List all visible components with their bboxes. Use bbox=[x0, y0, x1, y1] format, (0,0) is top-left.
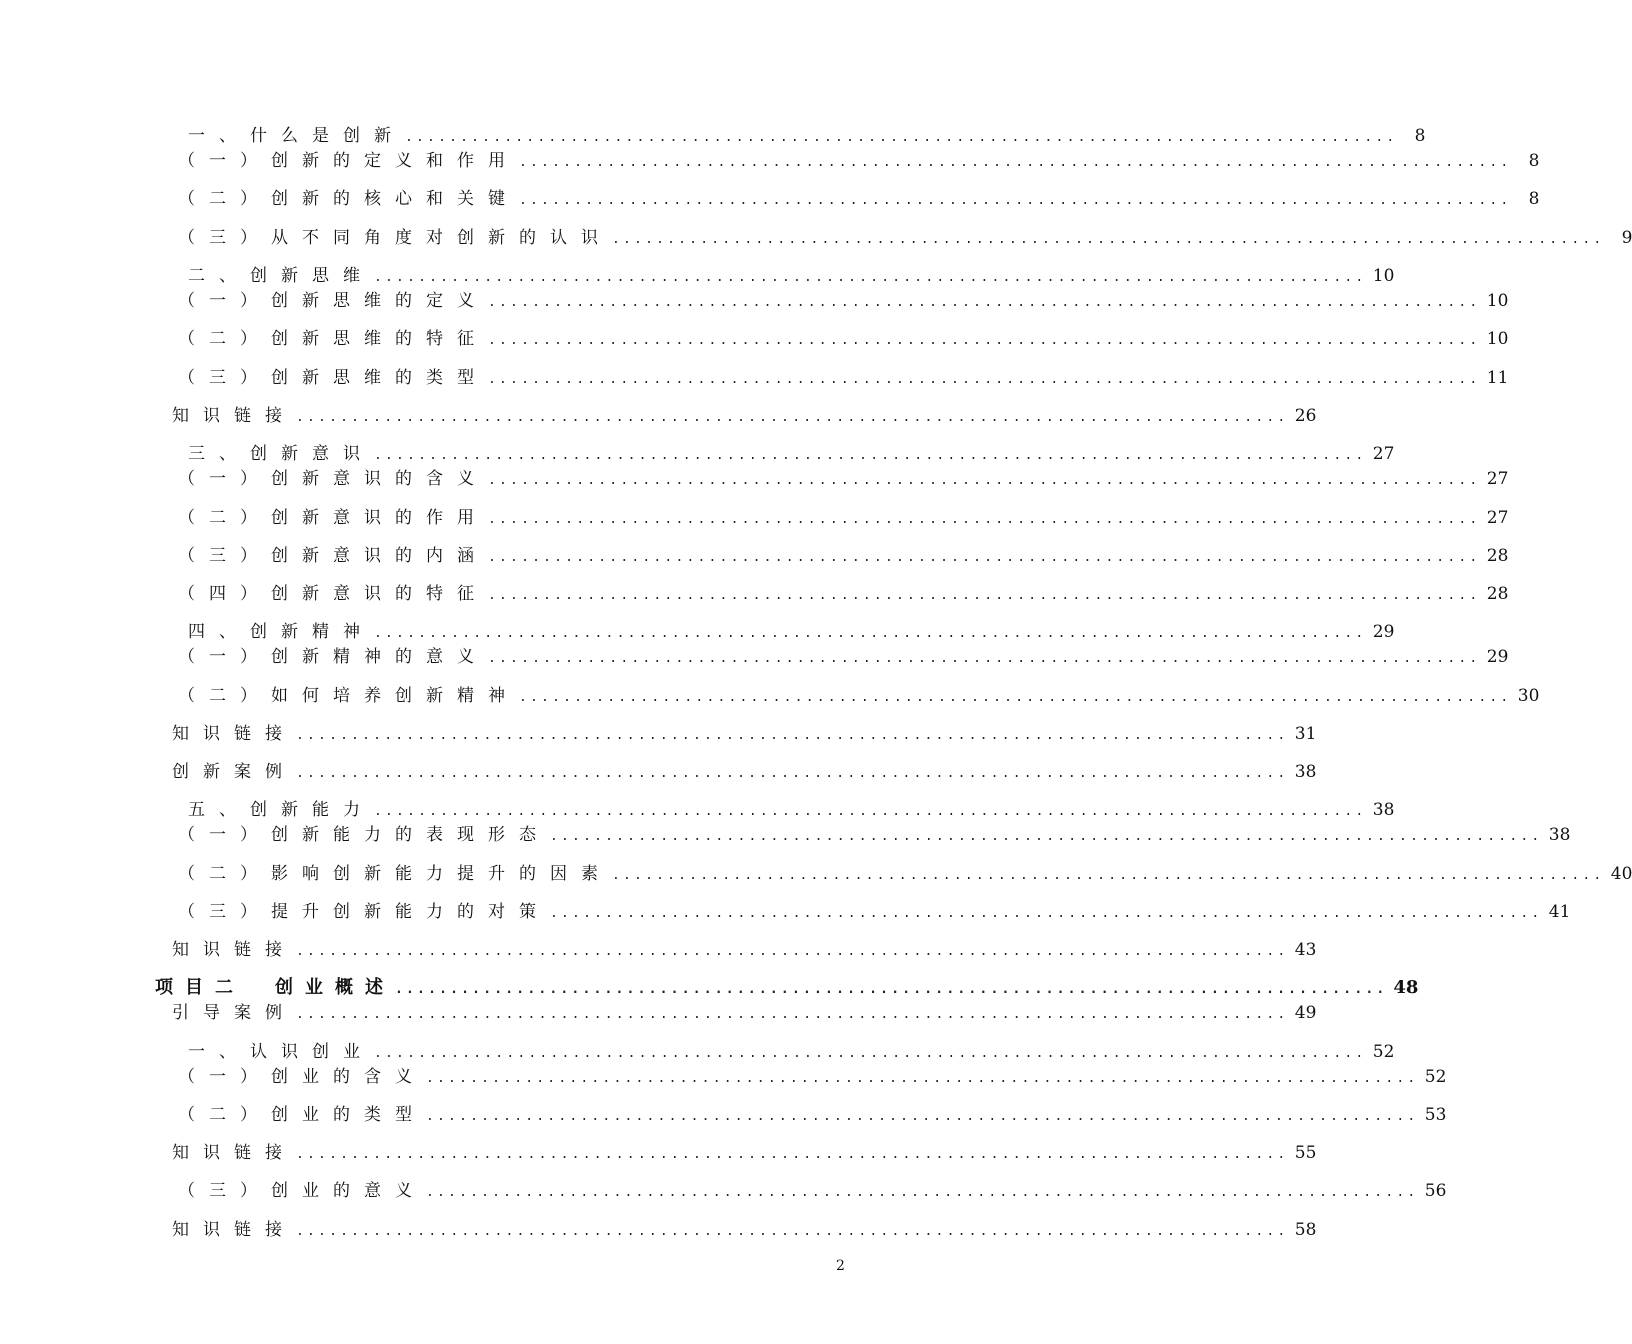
toc-entry[interactable] bbox=[178, 188, 1540, 210]
dot-leader: .......................................................................................... bbox=[426, 1071, 1419, 1086]
dot-leader: .......................................................................................... bbox=[612, 232, 1605, 247]
toc-entry-page: 29 bbox=[1372, 622, 1395, 642]
toc-entry-page: 49 bbox=[1294, 1003, 1317, 1023]
toc-entry[interactable] bbox=[172, 761, 1317, 783]
toc-entry-title: （一）创新能力的表现形态 bbox=[178, 825, 550, 845]
dot-leader: .......................................................................................... bbox=[296, 1147, 1289, 1162]
toc-entry[interactable] bbox=[178, 1066, 1447, 1088]
dot-leader: .......................................................................................... bbox=[488, 512, 1481, 527]
toc-entry-title: （二）创新思维的特征 bbox=[178, 329, 488, 349]
toc-entry[interactable] bbox=[178, 290, 1509, 312]
toc-entry[interactable] bbox=[172, 1142, 1317, 1164]
dot-leader: .......................................................................................... bbox=[488, 372, 1481, 387]
toc-entry[interactable] bbox=[178, 468, 1509, 490]
toc-entry[interactable] bbox=[178, 646, 1509, 668]
toc-entry[interactable] bbox=[172, 405, 1317, 427]
toc-entry-title: （二）影响创新能力提升的因素 bbox=[178, 864, 612, 884]
toc-entry-page: 41 bbox=[1548, 902, 1571, 922]
toc-entry-page: 9 bbox=[1621, 228, 1632, 248]
toc-entry-title: 四、创新精神 bbox=[188, 622, 374, 642]
dot-leader: .......................................................................................... bbox=[488, 295, 1481, 310]
dot-leader: .......................................................................................... bbox=[519, 155, 1512, 170]
toc-entry-page: 53 bbox=[1424, 1105, 1447, 1125]
page-number: 2 bbox=[836, 1258, 845, 1274]
toc-entry[interactable] bbox=[178, 685, 1540, 707]
toc-entry-page: 55 bbox=[1294, 1143, 1317, 1163]
toc-entry[interactable] bbox=[178, 1180, 1447, 1202]
toc-entry-title: （三）创新意识的内涵 bbox=[178, 546, 488, 566]
toc-entry[interactable] bbox=[178, 545, 1509, 567]
dot-leader: .......................................................................................... bbox=[296, 410, 1289, 425]
toc-entry[interactable] bbox=[188, 799, 1395, 821]
dot-leader: .......................................................................................... bbox=[374, 804, 1367, 819]
toc-entry-page: 38 bbox=[1294, 762, 1317, 782]
dot-leader: .......................................................................................... bbox=[374, 626, 1367, 641]
toc-entry-title: （一）创新意识的含义 bbox=[178, 469, 488, 489]
toc-entry[interactable] bbox=[188, 621, 1395, 643]
toc-entry-page: 8 bbox=[1528, 189, 1540, 209]
dot-leader: .......................................................................................... bbox=[374, 270, 1367, 285]
toc-entry-title: （一）创新思维的定义 bbox=[178, 291, 488, 311]
toc-entry-page: 27 bbox=[1486, 469, 1509, 489]
toc-entry[interactable] bbox=[178, 824, 1571, 846]
toc-entry-page: 52 bbox=[1424, 1067, 1447, 1087]
toc-entry-page: 26 bbox=[1294, 406, 1317, 426]
toc-entry-page: 8 bbox=[1414, 126, 1426, 146]
toc-entry-title: 一、什么是创新 bbox=[188, 126, 405, 146]
toc-entry[interactable] bbox=[188, 443, 1395, 465]
toc-entry-title: （一）创新精神的意义 bbox=[178, 647, 488, 667]
toc-entry-page: 43 bbox=[1294, 940, 1317, 960]
toc-entry[interactable] bbox=[178, 150, 1540, 172]
toc-entry-title: （二）创业的类型 bbox=[178, 1105, 426, 1125]
toc-entry-page: 10 bbox=[1486, 291, 1509, 311]
dot-leader: .......................................................................................... bbox=[374, 448, 1367, 463]
toc-entry-page: 10 bbox=[1372, 266, 1395, 286]
toc-entry-title: 五、创新能力 bbox=[188, 800, 374, 820]
dot-leader: .......................................................................................... bbox=[296, 1224, 1289, 1239]
dot-leader: .......................................................................................... bbox=[519, 193, 1512, 208]
toc-entry-title: 知识链接 bbox=[172, 1220, 296, 1240]
toc-entry[interactable] bbox=[172, 1219, 1317, 1241]
dot-leader: .......................................................................................... bbox=[296, 766, 1289, 781]
dot-leader: .......................................................................................... bbox=[612, 868, 1605, 883]
dot-leader: .......................................................................................... bbox=[488, 473, 1481, 488]
toc-entry-page: 52 bbox=[1372, 1042, 1395, 1062]
dot-leader: .......................................................................................... bbox=[405, 130, 1398, 145]
toc-entry-page: 29 bbox=[1486, 647, 1509, 667]
dot-leader: .......................................................................................... bbox=[550, 829, 1543, 844]
toc-entry[interactable] bbox=[178, 227, 1632, 249]
toc-entry-page: 27 bbox=[1486, 508, 1509, 528]
dot-leader: .......................................................................................... bbox=[519, 690, 1512, 705]
dot-leader: .......................................................................................... bbox=[426, 1185, 1419, 1200]
dot-leader: .......................................................................................... bbox=[374, 1046, 1367, 1061]
dot-leader: .......................................................................................... bbox=[426, 1109, 1419, 1124]
toc-entry-title: 知识链接 bbox=[172, 1143, 296, 1163]
toc-entry-title: （一）创业的含义 bbox=[178, 1067, 426, 1087]
dot-leader: .......................................................................................... bbox=[296, 728, 1289, 743]
dot-leader: .......................................................................................... bbox=[488, 333, 1481, 348]
toc-entry-title: （四）创新意识的特征 bbox=[178, 584, 488, 604]
toc-entry-page: 28 bbox=[1486, 584, 1509, 604]
toc-entry-page: 11 bbox=[1486, 368, 1509, 388]
toc-entry-title: 知识链接 bbox=[172, 940, 296, 960]
toc-entry-title: 项目二 创业概述 bbox=[155, 977, 395, 998]
toc-entry[interactable] bbox=[178, 863, 1632, 885]
toc-entry-title: 引导案例 bbox=[172, 1003, 296, 1023]
toc-entry-page: 56 bbox=[1424, 1181, 1447, 1201]
toc-entry-page: 40 bbox=[1610, 864, 1632, 884]
toc-entry[interactable] bbox=[188, 1041, 1395, 1063]
toc-entry-title: （三）创新思维的类型 bbox=[178, 368, 488, 388]
toc-entry[interactable] bbox=[178, 583, 1509, 605]
toc-entry[interactable] bbox=[172, 939, 1317, 961]
toc-entry-page: 8 bbox=[1528, 151, 1540, 171]
toc-entry-title: （二）如何培养创新精神 bbox=[178, 686, 519, 706]
dot-leader: .......................................................................................... bbox=[296, 944, 1289, 959]
toc-entry-title: （二）创新的核心和关键 bbox=[178, 189, 519, 209]
toc-entry-page: 28 bbox=[1486, 546, 1509, 566]
dot-leader: .......................................................................................... bbox=[488, 588, 1481, 603]
toc-entry-title: （三）从不同角度对创新的认识 bbox=[178, 228, 612, 248]
toc-entry-title: （二）创新意识的作用 bbox=[178, 508, 488, 528]
toc-entry[interactable] bbox=[178, 1104, 1447, 1126]
toc-entry[interactable] bbox=[178, 901, 1571, 923]
toc-entry-title: （三）创业的意义 bbox=[178, 1181, 426, 1201]
toc-entry[interactable] bbox=[172, 1002, 1317, 1024]
toc-entry-title: 二、创新思维 bbox=[188, 266, 374, 286]
toc-entry-page: 31 bbox=[1294, 724, 1317, 744]
toc-entry-page: 58 bbox=[1294, 1220, 1317, 1240]
toc-entry[interactable] bbox=[178, 367, 1509, 389]
toc-entry-title: 三、创新意识 bbox=[188, 444, 374, 464]
dot-leader: .......................................................................................... bbox=[296, 1007, 1289, 1022]
toc-entry-page: 10 bbox=[1486, 329, 1509, 349]
toc-entry[interactable] bbox=[172, 723, 1317, 745]
dot-leader: .......................................................................................... bbox=[488, 651, 1481, 666]
toc-entry-page: 38 bbox=[1548, 825, 1571, 845]
toc-entry-page: 27 bbox=[1372, 444, 1395, 464]
toc-entry[interactable] bbox=[188, 125, 1426, 147]
toc-entry-page: 38 bbox=[1372, 800, 1395, 820]
toc-entry[interactable] bbox=[188, 265, 1395, 287]
toc-entry-title: （三）提升创新能力的对策 bbox=[178, 902, 550, 922]
dot-leader: .......................................................................................... bbox=[550, 906, 1543, 921]
toc-entry[interactable] bbox=[178, 328, 1509, 350]
toc-entry-page: 48 bbox=[1393, 977, 1419, 998]
dot-leader: .......................................................................................... bbox=[488, 550, 1481, 565]
toc-entry-title: 创新案例 bbox=[172, 762, 296, 782]
toc-entry-title: 一、认识创业 bbox=[188, 1042, 374, 1062]
toc-project-entry[interactable] bbox=[155, 977, 1419, 999]
toc-entry-page: 30 bbox=[1517, 686, 1540, 706]
dot-leader: .......................................................................................... bbox=[395, 982, 1388, 997]
toc-entry[interactable] bbox=[178, 507, 1509, 529]
toc-entry-title: （一）创新的定义和作用 bbox=[178, 151, 519, 171]
toc-entry-title: 知识链接 bbox=[172, 406, 296, 426]
toc-entry-title: 知识链接 bbox=[172, 724, 296, 744]
